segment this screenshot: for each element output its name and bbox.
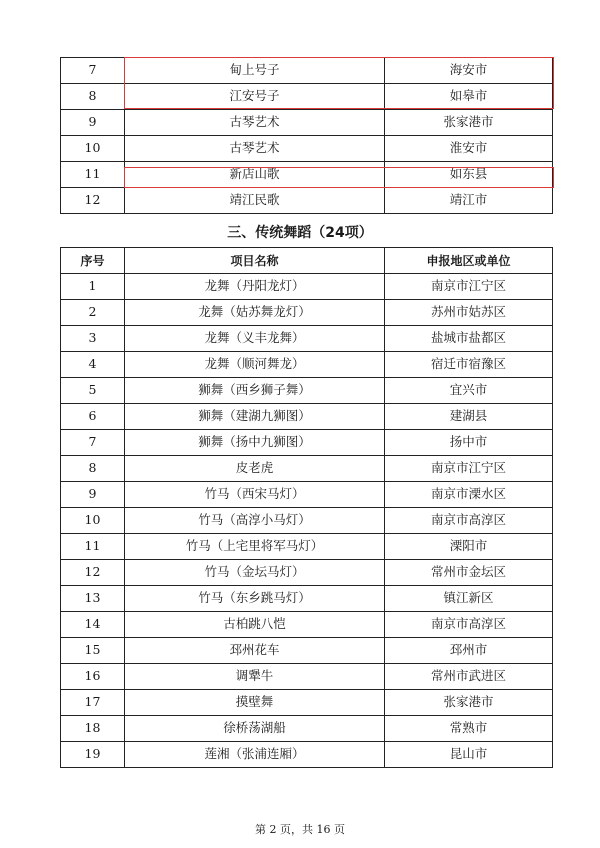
region: 宿迁市宿豫区 (385, 352, 553, 378)
row-number: 5 (61, 378, 125, 404)
row-number: 15 (61, 638, 125, 664)
table-row (61, 534, 553, 560)
row-number: 2 (61, 300, 125, 326)
row-number: 11 (61, 534, 125, 560)
region: 南京市溧水区 (385, 482, 553, 508)
table-row (61, 560, 553, 586)
region: 常熟市 (385, 716, 553, 742)
project-name: 摸壁舞 (125, 690, 385, 716)
project-name: 龙舞（姑苏舞龙灯） (125, 300, 385, 326)
project-name: 邳州花车 (125, 638, 385, 664)
table-row (61, 110, 553, 136)
project-name: 竹马（东乡跳马灯） (125, 586, 385, 612)
table-row (61, 300, 553, 326)
region: 张家港市 (385, 110, 553, 136)
project-name: 古琴艺术 (125, 110, 385, 136)
header-region: 申报地区或单位 (385, 248, 553, 274)
project-name: 竹马（上宅里将军马灯） (125, 534, 385, 560)
region: 南京市江宁区 (385, 456, 553, 482)
header-number: 序号 (61, 248, 125, 274)
project-name: 龙舞（丹阳龙灯） (125, 274, 385, 300)
region: 如东县 (385, 162, 553, 188)
region: 如皋市 (385, 84, 553, 110)
row-number: 12 (61, 188, 125, 214)
project-name: 狮舞（建湖九狮图） (125, 404, 385, 430)
table-row (61, 638, 553, 664)
project-name: 莲湘（张浦连厢） (125, 742, 385, 768)
project-name: 皮老虎 (125, 456, 385, 482)
table-row (61, 742, 553, 768)
row-number: 19 (61, 742, 125, 768)
region: 扬中市 (385, 430, 553, 456)
region: 建湖县 (385, 404, 553, 430)
project-name: 狮舞（西乡狮子舞） (125, 378, 385, 404)
region: 苏州市姑苏区 (385, 300, 553, 326)
row-number: 16 (61, 664, 125, 690)
project-name: 龙舞（义丰龙舞） (125, 326, 385, 352)
region: 张家港市 (385, 690, 553, 716)
row-number: 11 (61, 162, 125, 188)
table-row (61, 482, 553, 508)
row-number: 9 (61, 482, 125, 508)
region: 常州市金坛区 (385, 560, 553, 586)
row-number: 8 (61, 84, 125, 110)
row-number: 7 (61, 58, 125, 84)
project-name: 甸上号子 (125, 58, 385, 84)
highlight-box (124, 167, 554, 188)
table-row (61, 326, 553, 352)
region: 常州市武进区 (385, 664, 553, 690)
region: 南京市江宁区 (385, 274, 553, 300)
row-number: 3 (61, 326, 125, 352)
row-number: 13 (61, 586, 125, 612)
region: 溧阳市 (385, 534, 553, 560)
row-number: 6 (61, 404, 125, 430)
project-name: 狮舞（扬中九狮图） (125, 430, 385, 456)
row-number: 18 (61, 716, 125, 742)
page-number: 第 2 页，共 16 页 (255, 823, 345, 836)
row-number: 1 (61, 274, 125, 300)
region: 昆山市 (385, 742, 553, 768)
project-table-dance (60, 247, 553, 768)
table-row (61, 664, 553, 690)
region: 邳州市 (385, 638, 553, 664)
project-name: 竹马（金坛马灯） (125, 560, 385, 586)
table-header-row (61, 248, 553, 274)
table-row (61, 404, 553, 430)
highlight-box (124, 57, 554, 109)
table-row (61, 352, 553, 378)
row-number: 14 (61, 612, 125, 638)
row-number: 7 (61, 430, 125, 456)
table-row (61, 716, 553, 742)
region: 海安市 (385, 58, 553, 84)
table-row (61, 508, 553, 534)
region: 盐城市盐都区 (385, 326, 553, 352)
project-name: 新店山歌 (125, 162, 385, 188)
row-number: 9 (61, 110, 125, 136)
row-number: 10 (61, 136, 125, 162)
project-name: 龙舞（顺河舞龙） (125, 352, 385, 378)
project-name: 靖江民歌 (125, 188, 385, 214)
row-number: 17 (61, 690, 125, 716)
table-row (61, 274, 553, 300)
region: 靖江市 (385, 188, 553, 214)
row-number: 12 (61, 560, 125, 586)
project-name: 古琴艺术 (125, 136, 385, 162)
region: 宜兴市 (385, 378, 553, 404)
table-row (61, 690, 553, 716)
table-row (61, 378, 553, 404)
project-name: 竹马（西宋马灯） (125, 482, 385, 508)
region: 南京市高淳区 (385, 612, 553, 638)
header-project-name: 项目名称 (125, 248, 385, 274)
region: 镇江新区 (385, 586, 553, 612)
table-row (61, 188, 553, 214)
table-row (61, 612, 553, 638)
section-title: 三、传统舞蹈（24项） (227, 225, 373, 241)
table-row (61, 430, 553, 456)
row-number: 8 (61, 456, 125, 482)
project-name: 徐桥荡湖船 (125, 716, 385, 742)
region: 南京市高淳区 (385, 508, 553, 534)
project-name: 江安号子 (125, 84, 385, 110)
project-name: 调犟牛 (125, 664, 385, 690)
project-name: 竹马（高淳小马灯） (125, 508, 385, 534)
table-row (61, 136, 553, 162)
region: 淮安市 (385, 136, 553, 162)
row-number: 4 (61, 352, 125, 378)
row-number: 10 (61, 508, 125, 534)
project-name: 古柏跳八恺 (125, 612, 385, 638)
table-row (61, 456, 553, 482)
table-row (61, 586, 553, 612)
